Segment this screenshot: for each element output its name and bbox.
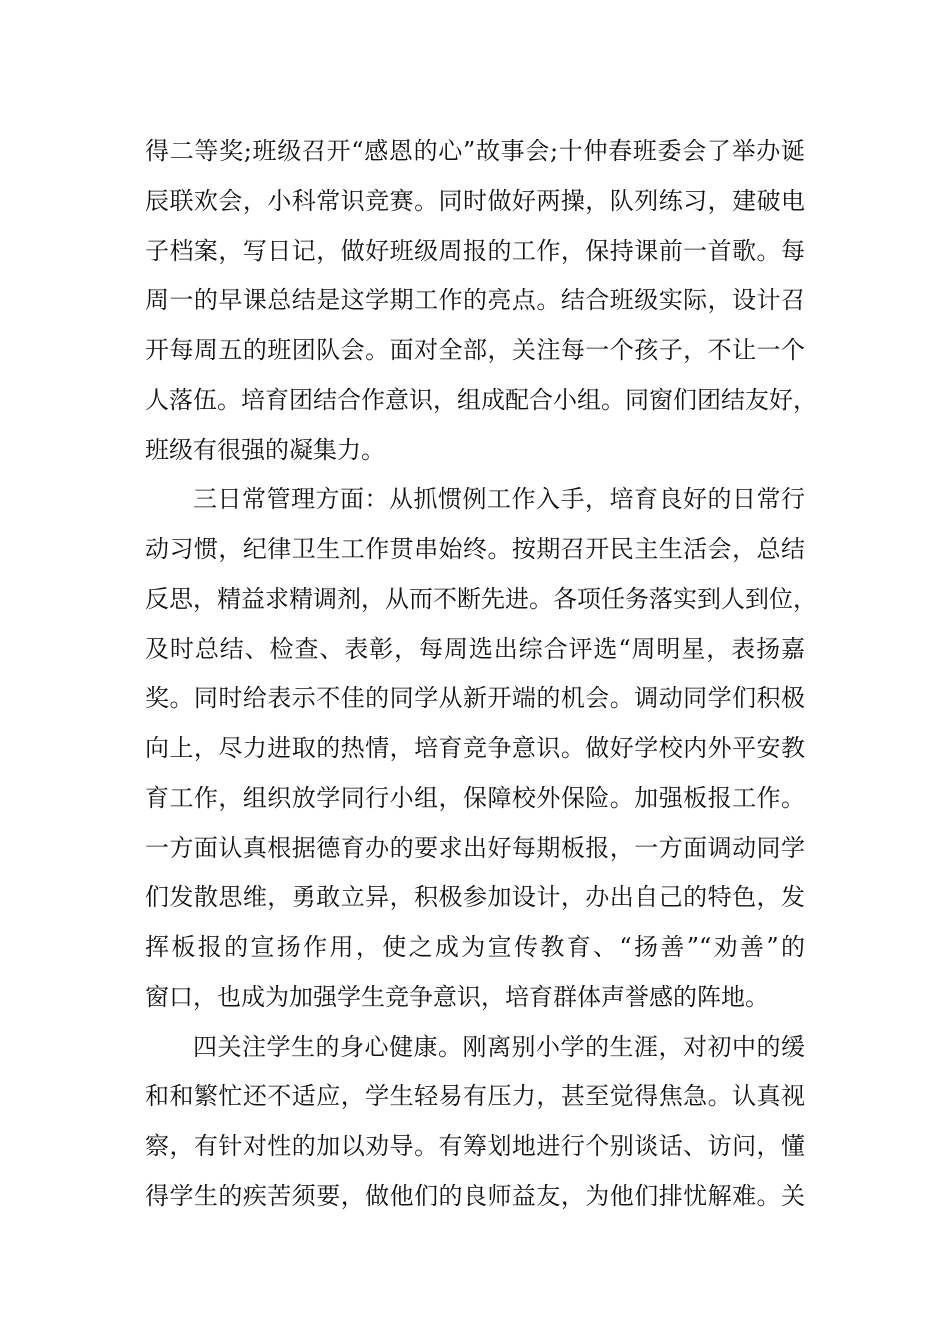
text-line: 察，有针对性的加以劝导。有筹划地进行个别谈话、访问，懂 — [145, 1132, 805, 1160]
paragraph-start-line: 四关注学生的身心健康。刚离别小学的生涯，对初中的缓 — [193, 1032, 805, 1061]
text-line: 挥板报的宣扬作用，使之成为宣传教育、“扬善”“劝善”的 — [145, 933, 805, 961]
text-line: 向上，尽力进取的热情，培育竞争意识。做好学校内外平安教 — [145, 734, 805, 762]
text-line: 辰联欢会，小科常识竞赛。同时做好两操，队列练习，建破电 — [145, 186, 805, 215]
text-line: 动习惯，纪律卫生工作贯串始终。按期召开民主生活会，总结 — [145, 535, 805, 563]
text-line: 及时总结、检查、表彰，每周选出综合评选“周明星，表扬嘉 — [145, 634, 805, 663]
text-line: 得二等奖;班级召开“感恩的心”故事会;十仲春班委会了举办诞 — [145, 137, 805, 165]
text-line: 们发散思维，勇敢立异，积极参加设计，办出自己的特色，发 — [145, 883, 805, 912]
text-line: 奖。同时给表示不佳的同学从新开端的机会。调动同学们积极 — [145, 684, 805, 713]
text-line: 反思，精益求精调剂，从而不断先进。各项任务落实到人到位， — [145, 584, 817, 613]
text-line: 人落伍。培育团结合作意识，组成配合小组。同窗们团结友好， — [145, 385, 817, 414]
text-line: 育工作，组织放学同行小组，保障校外保险。加强板报工作。 — [145, 783, 805, 812]
text-line: 周一的早课总结是这学期工作的亮点。结合班级实际，设计召 — [145, 286, 805, 315]
paragraph-end-line: 窗口，也成为加强学生竞争意识，培育群体声誉感的阵地。 — [145, 982, 769, 1011]
text-line: 子档案，写日记，做好班级周报的工作，保持课前一首歌。每 — [145, 236, 805, 265]
text-line: 一方面认真根据德育办的要求出好每期板报，一方面调动同学 — [145, 833, 805, 862]
paragraph-end-line: 班级有很强的凝集力。 — [145, 435, 385, 464]
text-line: 得学生的疾苦须要，做他们的良师益友，为他们排忧解难。关 — [145, 1181, 805, 1210]
text-line: 开每周五的班团队会。面对全部，关注每一个孩子，不让一个 — [145, 336, 805, 364]
text-line: 和和繁忙还不适应，学生轻易有压力，甚至觉得焦急。认真视 — [145, 1082, 805, 1111]
body-text — [145, 127, 817, 1222]
paragraph-start-line: 三日常管理方面：从抓惯例工作入手，培育良好的日常行 — [193, 485, 805, 514]
